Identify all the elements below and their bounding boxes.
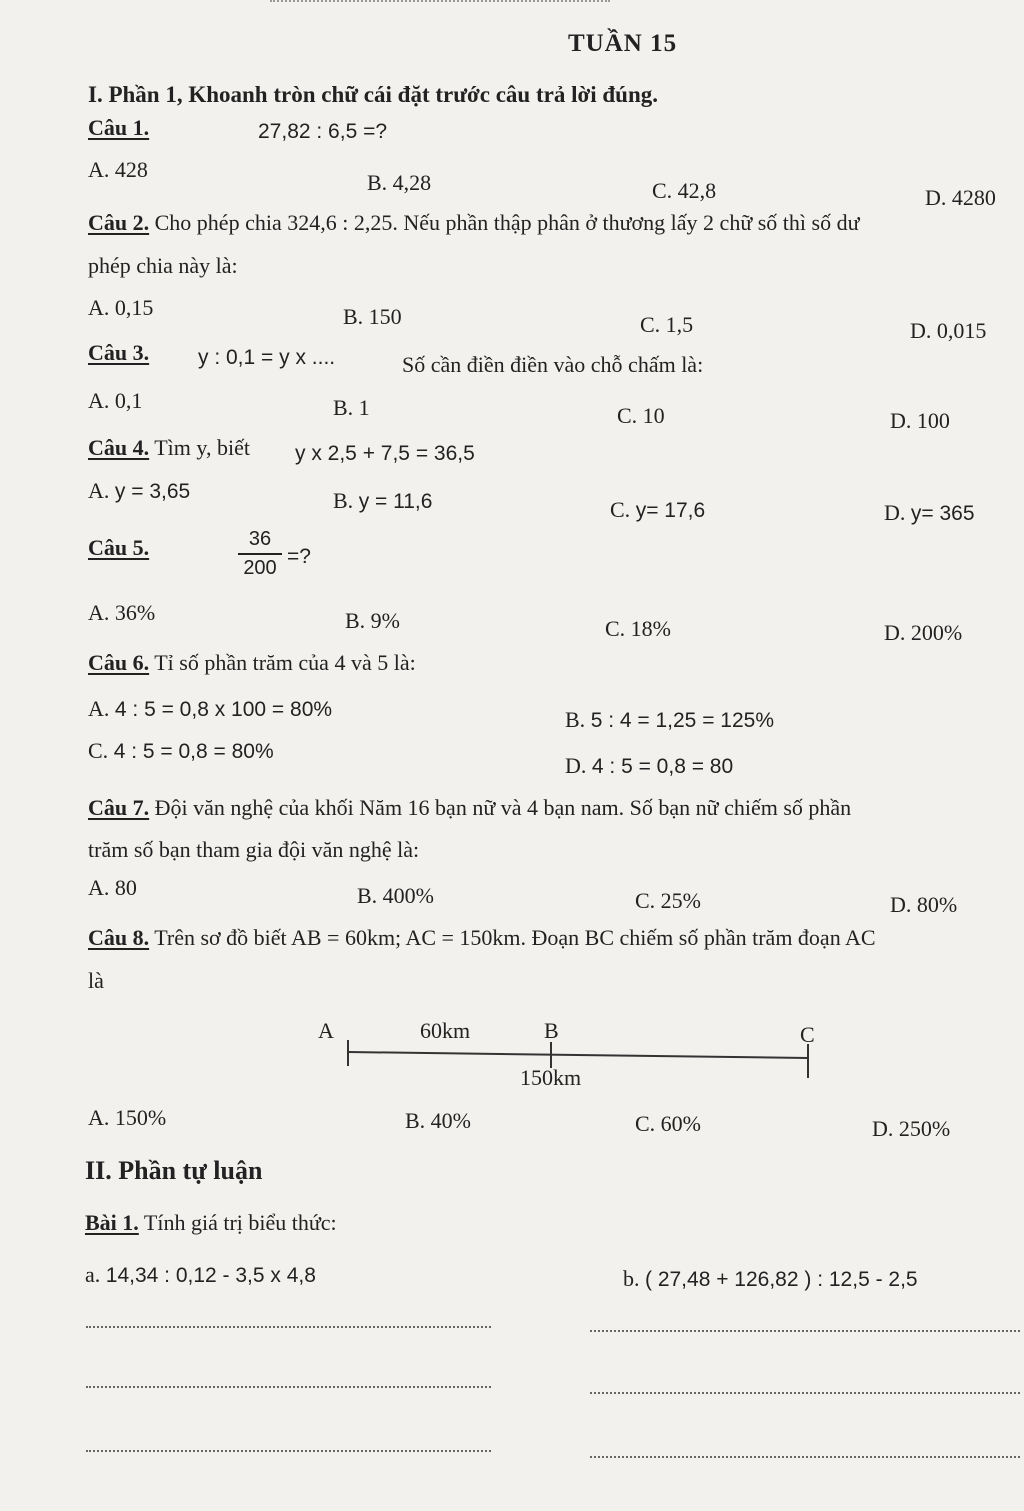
q5-option-d[interactable]: D. 200%	[884, 620, 963, 645]
q1-option-c[interactable]: C. 42,8	[652, 178, 717, 203]
q3-option-b[interactable]: B. 1	[333, 395, 370, 420]
q3-option-c[interactable]: C. 10	[617, 403, 665, 428]
bai1-label: Bài 1.	[85, 1210, 139, 1235]
bai1-b-expression: ( 27,48 + 126,82 ) : 12,5 - 2,5	[645, 1268, 918, 1291]
q5-denominator: 200	[243, 557, 277, 579]
q7-text-line2: trăm số bạn tham gia đội văn nghệ là:	[88, 837, 420, 862]
part1-heading: I. Phần 1, Khoanh tròn chữ cái đặt trước câu trả lời đúng.	[88, 82, 658, 107]
q8-label: Câu 8.	[88, 925, 150, 950]
q2-option-d[interactable]: D. 0,015	[910, 318, 987, 343]
q8-text-line2: là	[88, 968, 104, 993]
answer-line-b-1[interactable]	[590, 1330, 1020, 1332]
q2-text: Cho phép chia 324,6 : 2,25. Nếu phần thập phân ở thương lấy 2 chữ số thì số dư	[149, 210, 860, 235]
answer-line-a-2[interactable]	[86, 1386, 491, 1388]
q4-expression: y x 2,5 + 7,5 = 36,5	[295, 442, 475, 465]
q6-option-c-prefix: C.	[88, 738, 109, 763]
q4-option-b-value: y = 11,6	[358, 490, 433, 513]
q8-option-a[interactable]: A. 150%	[88, 1105, 167, 1130]
q2-label: Câu 2.	[88, 210, 150, 235]
bai1-part-b	[623, 1266, 918, 1292]
q2-option-c[interactable]: C. 1,5	[640, 312, 694, 337]
q5-option-b[interactable]: B. 9%	[345, 608, 400, 633]
q4-label: Câu 4.	[88, 435, 150, 460]
q3-expression: y : 0,1 = y x ....	[198, 346, 336, 369]
q8-text-b: . Đoạn BC chiếm số phần trăm đoạn AC	[520, 925, 876, 950]
point-b-label: B	[544, 1018, 559, 1043]
q8-option-c[interactable]: C. 60%	[635, 1111, 701, 1136]
page-title: TUẦN 15	[568, 30, 678, 57]
q8-text-a: Trên sơ đồ biết	[149, 925, 287, 950]
answer-line-b-2[interactable]	[590, 1392, 1020, 1394]
q1-option-d[interactable]: D. 4280	[925, 185, 996, 210]
q1-option-b[interactable]: B. 4,28	[367, 170, 432, 195]
q5-numerator: 36	[238, 528, 282, 555]
q7-option-b[interactable]: B. 400%	[357, 883, 434, 908]
q6-text: Tỉ số phần trăm của 4 và 5 là:	[149, 650, 416, 675]
q7-text: Đội văn nghệ của khối Năm 16 bạn nữ và 4 bạn nam. Số bạn nữ chiếm số phần	[149, 795, 852, 820]
q7-option-d[interactable]: D. 80%	[890, 892, 958, 917]
q5-option-c[interactable]: C. 18%	[605, 616, 671, 641]
q6-option-b-prefix: B.	[565, 707, 586, 732]
segment-ac-length: 150km	[520, 1065, 582, 1090]
answer-line-a-3[interactable]	[86, 1450, 491, 1452]
q6-option-c-value: 4 : 5 = 0,8 = 80%	[113, 740, 274, 763]
q4-text: Tìm y, biết	[149, 435, 250, 460]
q3-option-d[interactable]: D. 100	[890, 408, 950, 433]
q1-label: Câu 1.	[88, 115, 150, 140]
q4-option-d-value: y= 365	[910, 502, 975, 525]
segment-ab-length: 60km	[420, 1018, 471, 1043]
q6-option-b-value: 5 : 4 = 1,25 = 125%	[590, 709, 774, 732]
point-a-label: A	[318, 1018, 334, 1043]
q4-option-b-prefix: B.	[333, 488, 354, 513]
answer-line-b-3[interactable]	[590, 1456, 1020, 1458]
segment-ac-line	[348, 1052, 808, 1058]
q2-option-b[interactable]: B. 150	[343, 304, 402, 329]
q6-option-d-value: 4 : 5 = 0,8 = 80	[591, 755, 734, 778]
q7-option-c[interactable]: C. 25%	[635, 888, 701, 913]
point-c-label: C	[800, 1022, 815, 1047]
bai1-a-expression: 14,34 : 0,12 - 3,5 x 4,8	[105, 1264, 316, 1287]
q6-option-d-prefix: D.	[565, 753, 587, 778]
q7-label: Câu 7.	[88, 795, 150, 820]
q4-option-c-prefix: C.	[610, 497, 631, 522]
q1-expression: 27,82 : 6,5 =?	[258, 120, 388, 143]
q6-label: Câu 6.	[88, 650, 150, 675]
q8-option-d[interactable]: D. 250%	[872, 1116, 951, 1141]
q2-option-a[interactable]: A. 0,15	[88, 295, 154, 320]
q8-option-b[interactable]: B. 40%	[405, 1108, 471, 1133]
q5-option-a[interactable]: A. 36%	[88, 600, 156, 625]
part2-heading: II. Phần tự luận	[85, 1156, 263, 1185]
q3-label: Câu 3.	[88, 340, 150, 365]
q3-option-a[interactable]: A. 0,1	[88, 388, 143, 413]
bai1-question	[85, 1210, 337, 1236]
q4-option-c-value: y= 17,6	[635, 499, 706, 522]
bai1-part-a	[85, 1262, 316, 1288]
q7-option-a[interactable]: A. 80	[88, 875, 137, 900]
q4-option-a-prefix: A.	[88, 478, 110, 503]
answer-line-a-1[interactable]	[86, 1326, 491, 1328]
q3-text: Số cần điền điền vào chỗ chấm là:	[402, 352, 704, 377]
bai1-text: Tính giá trị biểu thức:	[138, 1210, 337, 1235]
bai1-b-prefix: b.	[623, 1266, 640, 1291]
q4-option-d-prefix: D.	[884, 500, 906, 525]
q6-option-a-prefix: A.	[88, 696, 110, 721]
q5-label: Câu 5.	[88, 535, 150, 560]
q1-option-a[interactable]: A. 428	[88, 157, 148, 182]
q5-equals: =?	[287, 545, 311, 568]
q2-text-line2: phép chia này là:	[88, 253, 238, 278]
bai1-a-prefix: a.	[85, 1262, 101, 1287]
q6-option-a-value: 4 : 5 = 0,8 x 100 = 80%	[114, 698, 333, 721]
q8-expression: AB = 60km; AC = 150km	[290, 925, 521, 950]
q4-option-a-value: y = 3,65	[114, 480, 191, 503]
